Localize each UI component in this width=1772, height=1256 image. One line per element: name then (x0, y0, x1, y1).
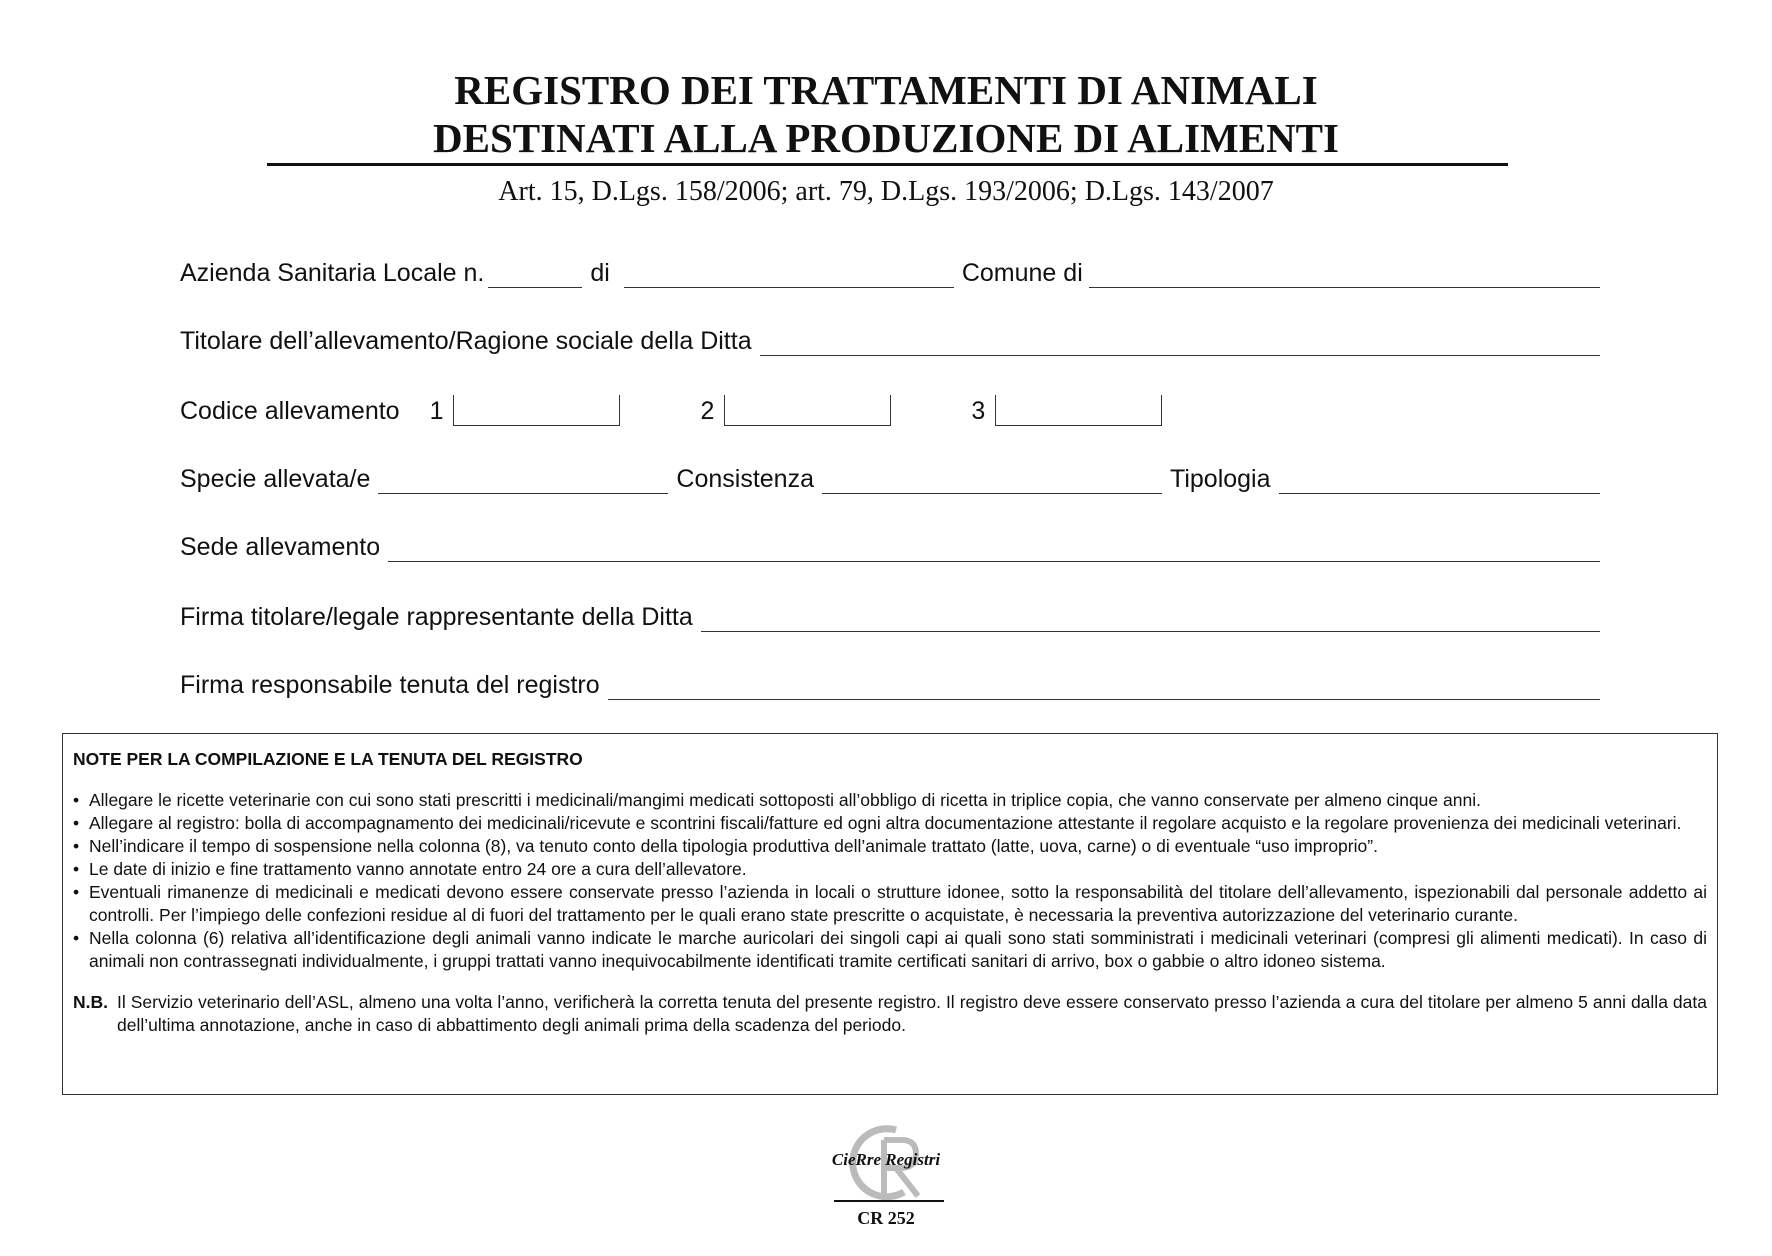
specie-row (180, 458, 1600, 494)
page-title-line2: DESTINATI ALLA PRODUZIONE DI ALIMENTI (432, 115, 1339, 161)
firma-responsabile-field[interactable] (608, 669, 1600, 700)
list-item: • Eventuali rimanenze di medicinali e medicati devono essere conservate presso l’azienda in locali o strutture idonee, sotto la responsabilità del titolare dell’allevamento, ispezionabili dal personale addetto ai controlli. Per l’impiego delle confezioni residue al di fuori del trattamento per le quali erano state prescritte o acquistate, è necessaria la preventiva autorizzazione del veterinario curante. (73, 881, 1707, 927)
specie-label: Specie allevata/e (180, 465, 371, 493)
list-item: • Allegare al registro: bolla di accompagnamento dei medicinali/ricevute e scontrini fiscali/fatture ed ogni altra documentazione attestante il regolare acquisto e la regolare provenienza dei medicinali veterinari. (73, 812, 1707, 835)
document-code: CR 252 (857, 1208, 915, 1228)
firma-titolare-row (180, 596, 1600, 632)
di-label: di (590, 259, 610, 287)
codice-box-3[interactable] (995, 395, 1162, 426)
title-divider (267, 163, 1508, 166)
legal-reference: Art. 15, D.Lgs. 158/2006; art. 79, D.Lgs. 193/2006; D.Lgs. 143/2007 (498, 176, 1274, 207)
specie-field[interactable] (378, 463, 668, 494)
codice-row (180, 390, 1600, 426)
codice-number-3: 3 (971, 397, 986, 425)
titolare-label: Titolare dell’allevamento/Ragione sociale della Ditta (180, 327, 752, 355)
consistenza-field[interactable] (822, 463, 1162, 494)
list-item: • Allegare le ricette veterinarie con cui sono stati prescritti i medicinali/mangimi medicati sottoposti all’obbligo di ricetta in triplice copia, che vanno conservate per almeno cinque anni. (73, 789, 1707, 812)
nb-label: N.B. (73, 992, 108, 1012)
nb-text: Il Servizio veterinario dell’ASL, almeno una volta l’anno, verificherà la corretta tenuta del presente registro. Il registro deve essere conservato presso l’azienda a cura del titolare per almeno 5 anni dalla data dell’ultima annotazione, anche in caso di abbattimento degli animali prima della scadenza del periodo. (117, 992, 1707, 1035)
comune-label: Comune di (961, 259, 1083, 287)
consistenza-label: Consistenza (676, 465, 814, 493)
sede-field[interactable] (388, 531, 1600, 562)
codice-box-1[interactable] (453, 395, 620, 426)
footer-divider (834, 1200, 944, 1202)
asl-label: Azienda Sanitaria Locale n. (180, 259, 485, 287)
asl-di-field[interactable] (624, 257, 954, 288)
codice-label: Codice allevamento (180, 397, 400, 425)
list-item: • Nell’indicare il tempo di sospensione nella colonna (8), va tenuto conto della tipologia produttiva dell’animale trattato (latte, uova, carne) o di eventuale “uso improprio”. (73, 835, 1707, 858)
sede-row (180, 526, 1600, 562)
list-item: • Nella colonna (6) relativa all’identificazione degli animali vanno indicate le marche auricolari dei singoli capi ai quali sono stati somministrati i medicinali veterinari (compresi gli alimenti medicati). In caso di animali non contrassegnati individualmente, i gruppi trattati vanno inequivocabilmente identificati tramite certificati sanitari di arrivo, box o gabbie o altro idoneo sistema. (73, 927, 1707, 973)
firma-titolare-label: Firma titolare/legale rappresentante della Ditta (180, 603, 693, 631)
notes-box (62, 733, 1718, 1095)
firma-responsabile-row (180, 664, 1600, 700)
notes-list (73, 789, 1707, 973)
asl-number-field[interactable] (488, 257, 582, 288)
nb-note (73, 991, 1707, 1037)
comune-field[interactable] (1089, 257, 1600, 288)
codice-number-2: 2 (700, 397, 715, 425)
brand-name: CieRre Registri (831, 1150, 941, 1169)
firma-responsabile-label: Firma responsabile tenuta del registro (180, 671, 600, 699)
codice-box-2[interactable] (724, 395, 891, 426)
notes-title: NOTE PER LA COMPILAZIONE E LA TENUTA DEL REGISTRO (73, 749, 583, 769)
firma-titolare-field[interactable] (701, 601, 1600, 632)
titolare-row (180, 320, 1600, 356)
sede-label: Sede allevamento (180, 533, 381, 561)
list-item: • Le date di inizio e fine trattamento vanno annotate entro 24 ore a cura dell’allevatore. (73, 858, 1707, 881)
page-title-line1: REGISTRO DEI TRATTAMENTI DI ANIMALI (454, 67, 1318, 113)
asl-row (180, 252, 1600, 288)
titolare-field[interactable] (760, 325, 1600, 356)
tipologia-field[interactable] (1279, 463, 1600, 494)
codice-number-1: 1 (429, 397, 444, 425)
tipologia-label: Tipologia (1169, 465, 1271, 493)
